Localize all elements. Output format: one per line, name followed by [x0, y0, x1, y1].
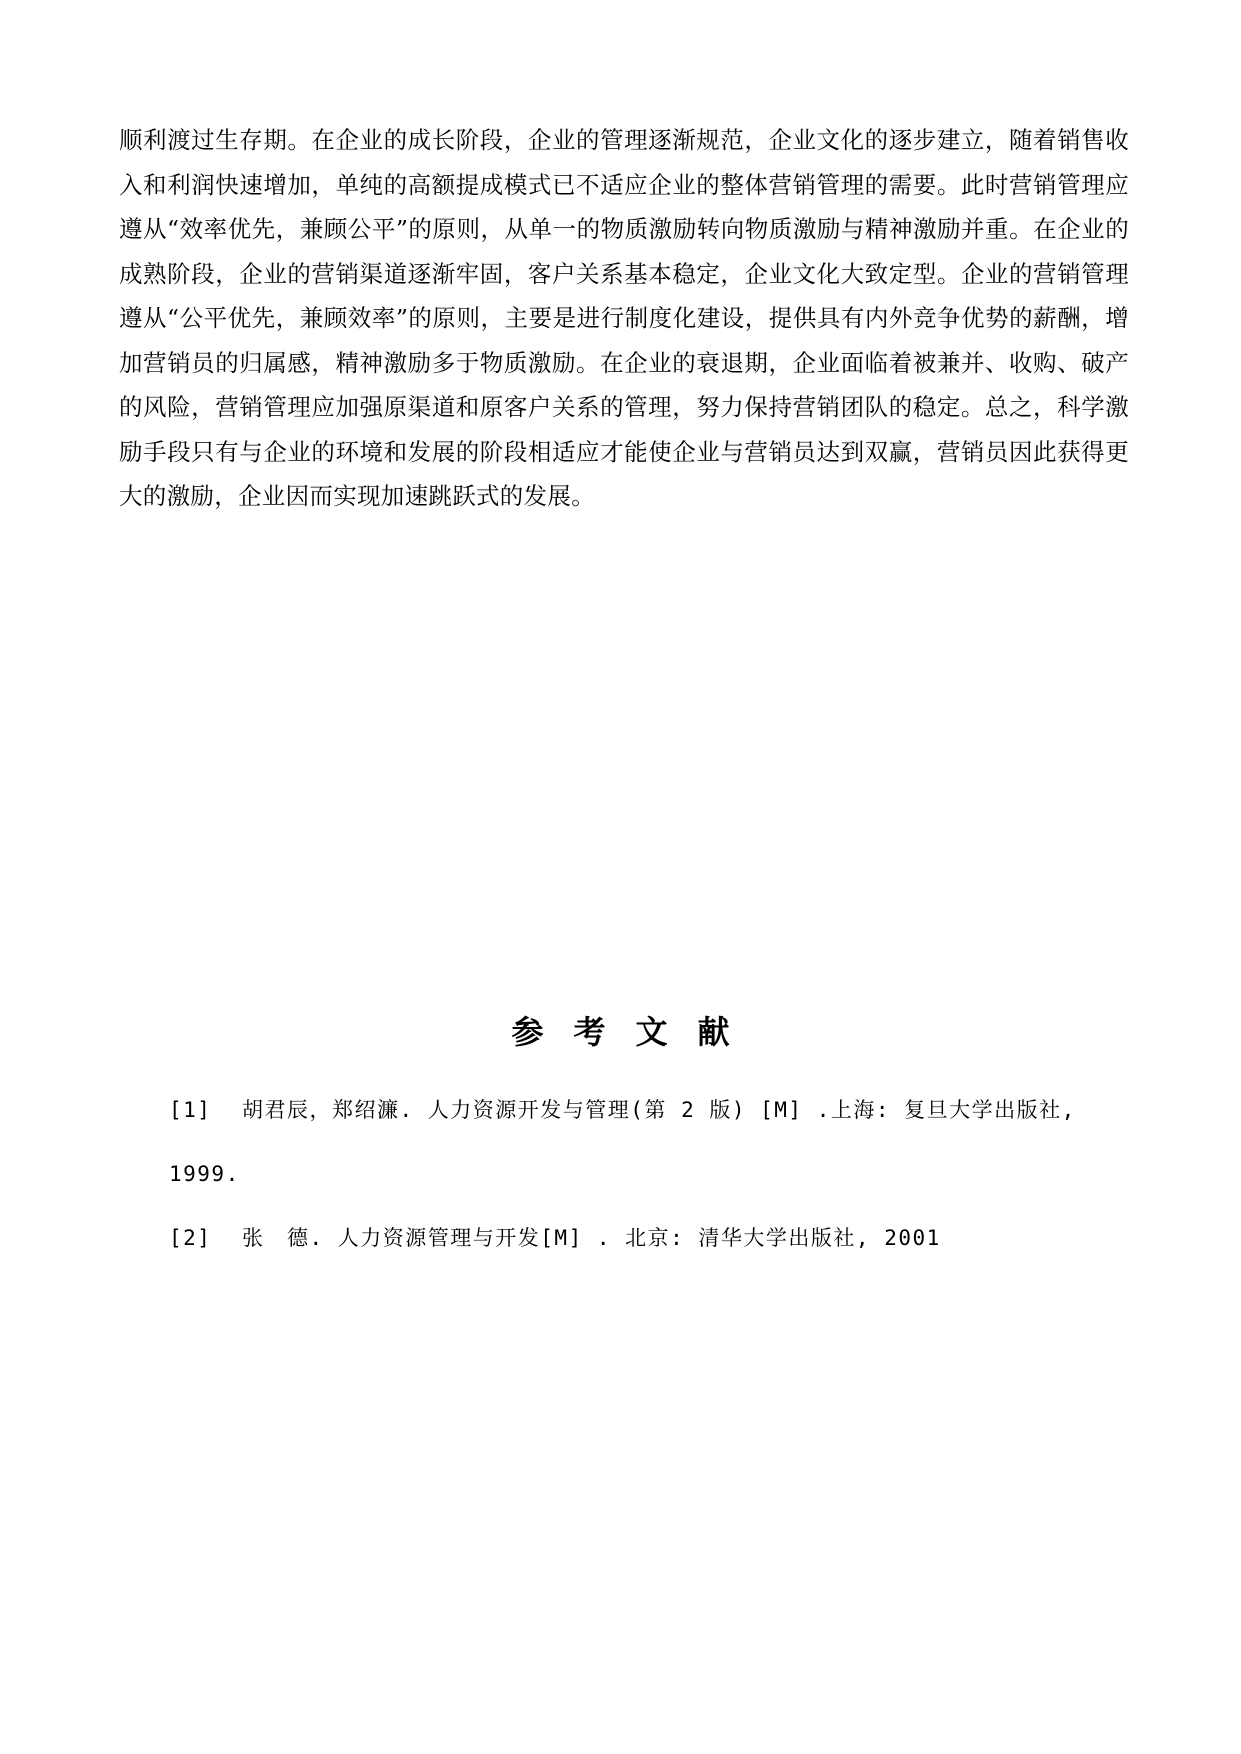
reference-number: [1] — [169, 1098, 212, 1122]
reference-list — [169, 1078, 1129, 1270]
reference-item — [169, 1206, 1129, 1270]
reference-text: 张 德. 人力资源管理与开发[M] . 北京: 清华大学出版社, 2001 — [242, 1226, 941, 1250]
body-paragraph: 顺利渡过生存期。在企业的成长阶段，企业的管理逐渐规范，企业文化的逐步建立，随着销售收入和利润快速增加，单纯的高额提成模式已不适应企业的整体营销管理的需要。此时营销管理应遵从“效率优先，兼顾公平”的原则，从单一的物质激励转向物质激励与精神激励并重。在企业的成熟阶段，企业的营销渠道逐渐牢固，客户关系基本稳定，企业文化大致定型。企业的营销管理遵从“公平优先，兼顾效率”的原则，主要是进行制度化建设，提供具有内外竞争优势的薪酬，增加营销员的归属感，精神激励多于物质激励。在企业的衰退期，企业面临着被兼并、收购、破产的风险，营销管理应加强原渠道和原客户关系的管理，努力保持营销团队的稳定。总之，科学激励手段只有与企业的环境和发展的阶段相适应才能使企业与营销员达到双赢，营销员因此获得更大的激励，企业因而实现加速跳跃式的发展。 — [119, 126, 1129, 510]
references-heading: 参考文献 — [511, 1013, 760, 1051]
reference-item — [169, 1078, 1129, 1206]
reference-number: [2] — [169, 1226, 212, 1250]
reference-text: 胡君辰，郑绍濂. 人力资源开发与管理(第 2 版) [M] .上海: 复旦大学出版社, 1999. — [169, 1098, 1076, 1186]
